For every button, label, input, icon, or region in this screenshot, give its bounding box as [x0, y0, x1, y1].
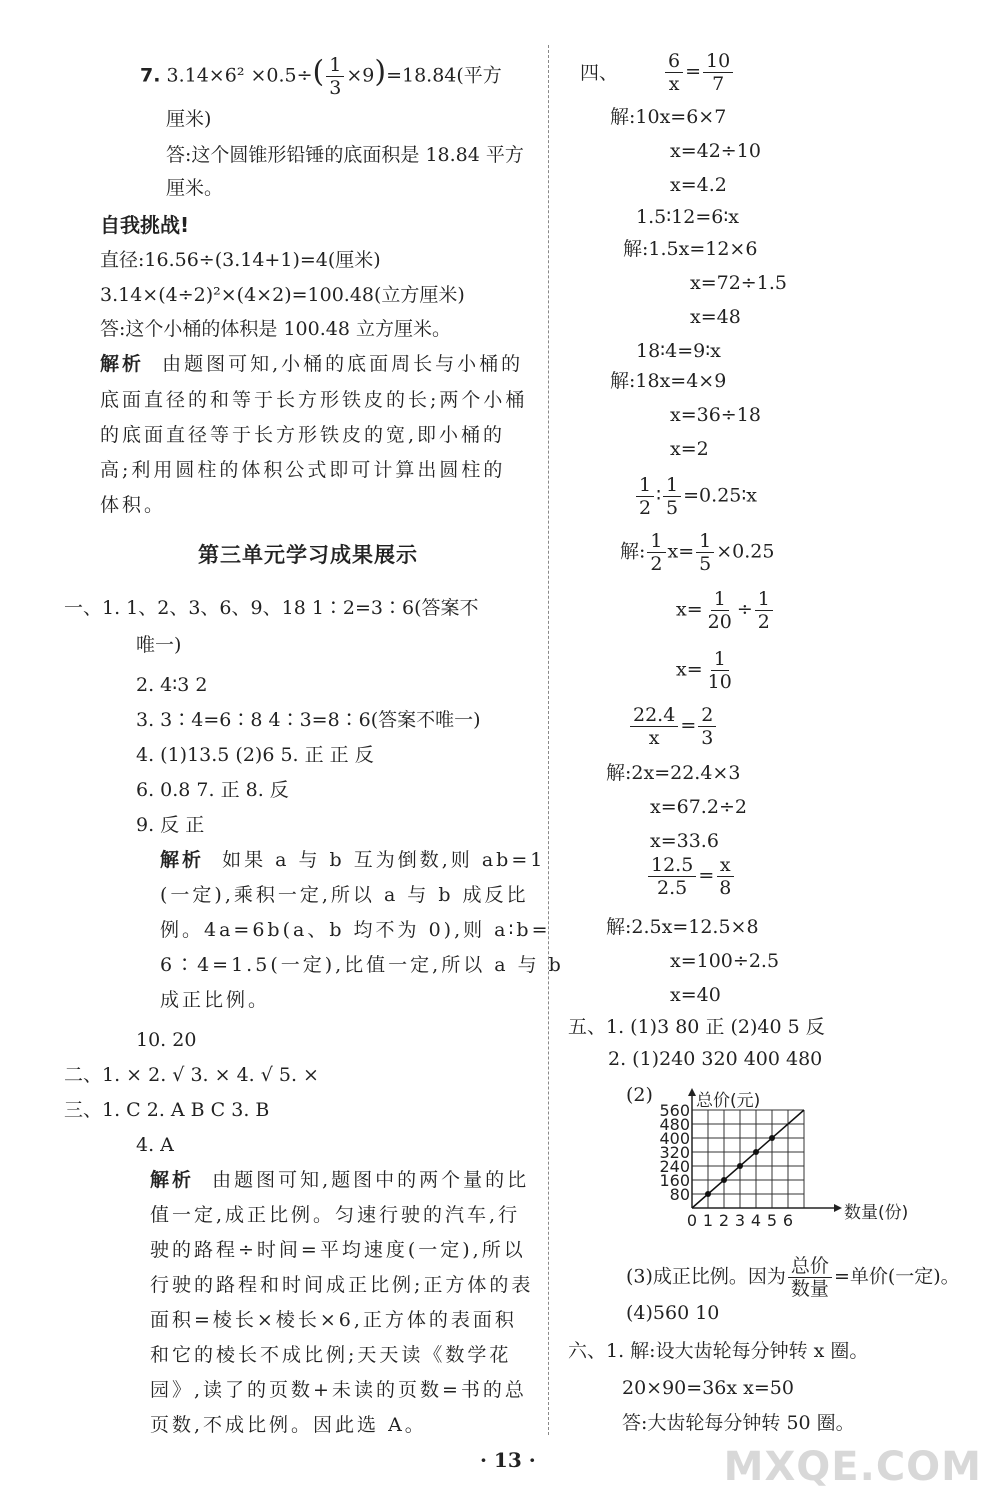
eq5-step-3: x=33.6 — [650, 830, 719, 852]
q7-line-1: 7. 3.14×6² ×0.5÷( $\frac{1}{3}$ ×9)=18.84(平方 — [140, 54, 502, 99]
analysis-label: 解析 — [100, 353, 145, 375]
eq6: $\frac{12.5}{2.5}$ = $\frac{x}{8}$ — [646, 854, 736, 899]
data-point — [753, 1149, 759, 1155]
s6-line-1: 六、1. 解:设大齿轮每分钟转 x 圈。 — [568, 1340, 869, 1362]
y-tick-label: 560 — [659, 1101, 690, 1120]
q7-answer-1: 答:这个圆锥形铅锤的底面积是 18.84 平方 — [166, 144, 524, 166]
eq4-step-3: x= $\frac{1}{10}$ — [676, 648, 732, 693]
s2-line: 二、1. × 2. √ 3. × 4. √ 5. × — [64, 1064, 319, 1086]
eq6-step-2: x=100÷2.5 — [670, 950, 780, 972]
q7-line-2: 厘米) — [166, 108, 212, 130]
y-tick-label: 80 — [669, 1185, 690, 1204]
challenge-title: 自我挑战! — [100, 213, 190, 237]
analysis-label: 解析 — [160, 849, 205, 871]
s5-line-1: 五、1. (1)3 80 正 (2)40 5 反 — [568, 1016, 825, 1038]
s5-q4: (4)560 10 — [626, 1302, 720, 1324]
price-quantity-chart — [648, 1080, 978, 1235]
y-tick-label: 240 — [659, 1157, 690, 1176]
column-divider — [548, 45, 549, 1435]
q7-fraction: $\frac{1}{3}$ — [326, 54, 344, 99]
eq6-step-1: 解:2.5x=12.5×8 — [606, 916, 759, 938]
eq5: $\frac{22.4}{x}$ = $\frac{2}{3}$ — [628, 704, 718, 749]
s6-line-2: 20×90=36x x=50 — [622, 1377, 794, 1399]
y-axis-title: 总价(元) — [696, 1091, 761, 1111]
s3-analysis-8: 页数,不成比例。因此选 A。 — [150, 1414, 427, 1436]
eq3-step-2: x=36÷18 — [670, 404, 761, 426]
s5-line-2: 2. (1)240 320 400 480 — [608, 1048, 823, 1070]
x-tick-label: 4 — [750, 1211, 762, 1230]
s1-analysis-1: 解析 如果 a 与 b 互为倒数,则 ab=1 — [160, 849, 546, 871]
x-axis-title: 数量(份) — [844, 1203, 909, 1223]
challenge-line-1: 直径:16.56÷(3.14+1)=4(厘米) — [100, 249, 381, 271]
challenge-analysis-3: 的底面直径等于长方形铁皮的宽,即小桶的 — [100, 424, 506, 446]
eq2-step-1: 解:1.5x=12×6 — [623, 238, 758, 260]
eq6-step-3: x=40 — [670, 984, 721, 1006]
unit-title: 第三单元学习成果展示 — [198, 543, 418, 567]
s3-analysis-7: 园》,读了的页数+未读的页数=书的总 — [150, 1379, 527, 1401]
page-number: · 13 · — [480, 1448, 536, 1472]
x-tick-label: 5 — [766, 1211, 778, 1230]
eq4-step-2: x= $\frac{1}{20}$ ÷ $\frac{1}{2}$ — [676, 588, 775, 633]
s1-q6: 6. 0.8 7. 正 8. 反 — [136, 779, 289, 801]
eq4-step-1: 解: $\frac{1}{2}$ x= $\frac{1}{5}$ ×0.25 — [620, 530, 775, 575]
x-tick-label: 0 — [686, 1211, 698, 1230]
s1-q10: 10. 20 — [136, 1029, 197, 1051]
s3-analysis-4: 行驶的路程和时间成正比例;正方体的表 — [150, 1274, 534, 1296]
q7-expr-a: 3.14×6² ×0.5÷ — [166, 64, 313, 87]
s6-line-3: 答:大齿轮每分钟转 50 圈。 — [622, 1412, 855, 1434]
x-tick-label: 2 — [718, 1211, 730, 1230]
analysis-label: 解析 — [150, 1169, 195, 1191]
s1-q2: 2. 4∶3 2 — [136, 674, 208, 696]
challenge-analysis-4: 高;利用圆柱的体积公式即可计算出圆柱的 — [100, 459, 506, 481]
eq3-step-3: x=2 — [670, 438, 709, 460]
y-tick-label: 320 — [659, 1143, 690, 1162]
eq1-step-1: 解:10x=6×7 — [610, 106, 727, 128]
x-axis-arrow — [834, 1204, 842, 1212]
s1-q3: 3. 3∶4=6∶8 4∶3=8∶6(答案不唯一) — [136, 709, 481, 731]
s1-analysis-4: 6∶4=1.5(一定),比值一定,所以 a 与 b — [160, 954, 564, 976]
data-point — [705, 1191, 711, 1197]
y-axis-arrow — [688, 1088, 696, 1096]
eq2-step-2: x=72÷1.5 — [690, 272, 787, 294]
data-point — [769, 1135, 775, 1141]
eq3-step-1: 解:18x=4×9 — [610, 370, 727, 392]
s1-line-2: 唯一) — [136, 634, 182, 656]
s1-line-1: 一、1. 1、2、3、6、9、18 1∶2=3∶6(答案不 — [64, 597, 479, 619]
s4-label: 四、 — [580, 62, 619, 84]
eq1-step-3: x=4.2 — [670, 174, 727, 196]
eq1-step-2: x=42÷10 — [670, 140, 761, 162]
s1-analysis-5: 成正比例。 — [160, 989, 271, 1011]
eq4: $\frac{1}{2}$ ∶ $\frac{1}{5}$ =0.25∶x — [634, 474, 757, 519]
s3-analysis-3: 驶的路程÷时间=平均速度(一定),所以 — [150, 1239, 526, 1261]
watermark: MXQE.COM — [723, 1444, 982, 1490]
challenge-analysis-5: 体积。 — [100, 494, 167, 516]
data-point — [737, 1163, 743, 1169]
challenge-analysis-1: 解析 由题图可知,小桶的底面周长与小桶的 — [100, 353, 524, 375]
q7-number: 7. — [140, 64, 161, 87]
eq1: $\frac{6}{x}$ = $\frac{10}{7}$ — [663, 50, 735, 95]
s1-analysis-3: 例。4a=6b(a、b 均不为 0),则 a∶b= — [160, 919, 551, 941]
x-tick-label: 6 — [782, 1211, 794, 1230]
s3-analysis-5: 面积=棱长×棱长×6,正方体的表面积 — [150, 1309, 517, 1331]
eq5-step-2: x=67.2÷2 — [650, 796, 747, 818]
x-tick-label: 3 — [734, 1211, 746, 1230]
eq3: 18∶4=9∶x — [636, 340, 721, 362]
challenge-line-3: 答:这个小桶的体积是 100.48 立方厘米。 — [100, 318, 451, 340]
eq5-step-1: 解:2x=22.4×3 — [606, 762, 741, 784]
y-tick-label: 480 — [659, 1115, 690, 1134]
chart-labels — [659, 1091, 908, 1230]
x-tick-label: 1 — [702, 1211, 714, 1230]
challenge-analysis-2: 底面直径的和等于长方形铁皮的长;两个小桶 — [100, 389, 528, 411]
eq2: 1.5∶12=6∶x — [636, 206, 740, 228]
s5-q3: (3)成正比例。因为 $\frac{\text{总价}}{\text{数量}}$ =单价(一定)。 — [626, 1255, 960, 1300]
data-point — [721, 1177, 727, 1183]
q7-answer-2: 厘米。 — [166, 177, 224, 199]
s3-analysis-2: 值一定,成正比例。匀速行驶的汽车,行 — [150, 1204, 521, 1226]
y-tick-label: 400 — [659, 1129, 690, 1148]
s3-analysis-6: 和它的棱长不成比例;天天读《数学花 — [150, 1344, 512, 1366]
s3-q4: 4. A — [136, 1134, 174, 1156]
challenge-line-2: 3.14×(4÷2)²×(4×2)=100.48(立方厘米) — [100, 284, 465, 306]
s1-analysis-2: (一定),乘积一定,所以 a 与 b 成反比 — [160, 884, 529, 906]
s1-q9: 9. 反 正 — [136, 814, 205, 836]
eq2-step-3: x=48 — [690, 306, 741, 328]
s3-analysis-1: 解析 由题图可知,题图中的两个量的比 — [150, 1169, 530, 1191]
s1-q4: 4. (1)13.5 (2)6 5. 正 正 反 — [136, 744, 374, 766]
s5-chart-label: (2) — [626, 1084, 653, 1106]
q7-expr-b: ×9 — [346, 64, 375, 87]
s3-line-1: 三、1. C 2. A B C 3. B — [64, 1099, 270, 1121]
q7-expr-c: =18.84(平方 — [386, 64, 502, 87]
y-tick-label: 160 — [659, 1171, 690, 1190]
